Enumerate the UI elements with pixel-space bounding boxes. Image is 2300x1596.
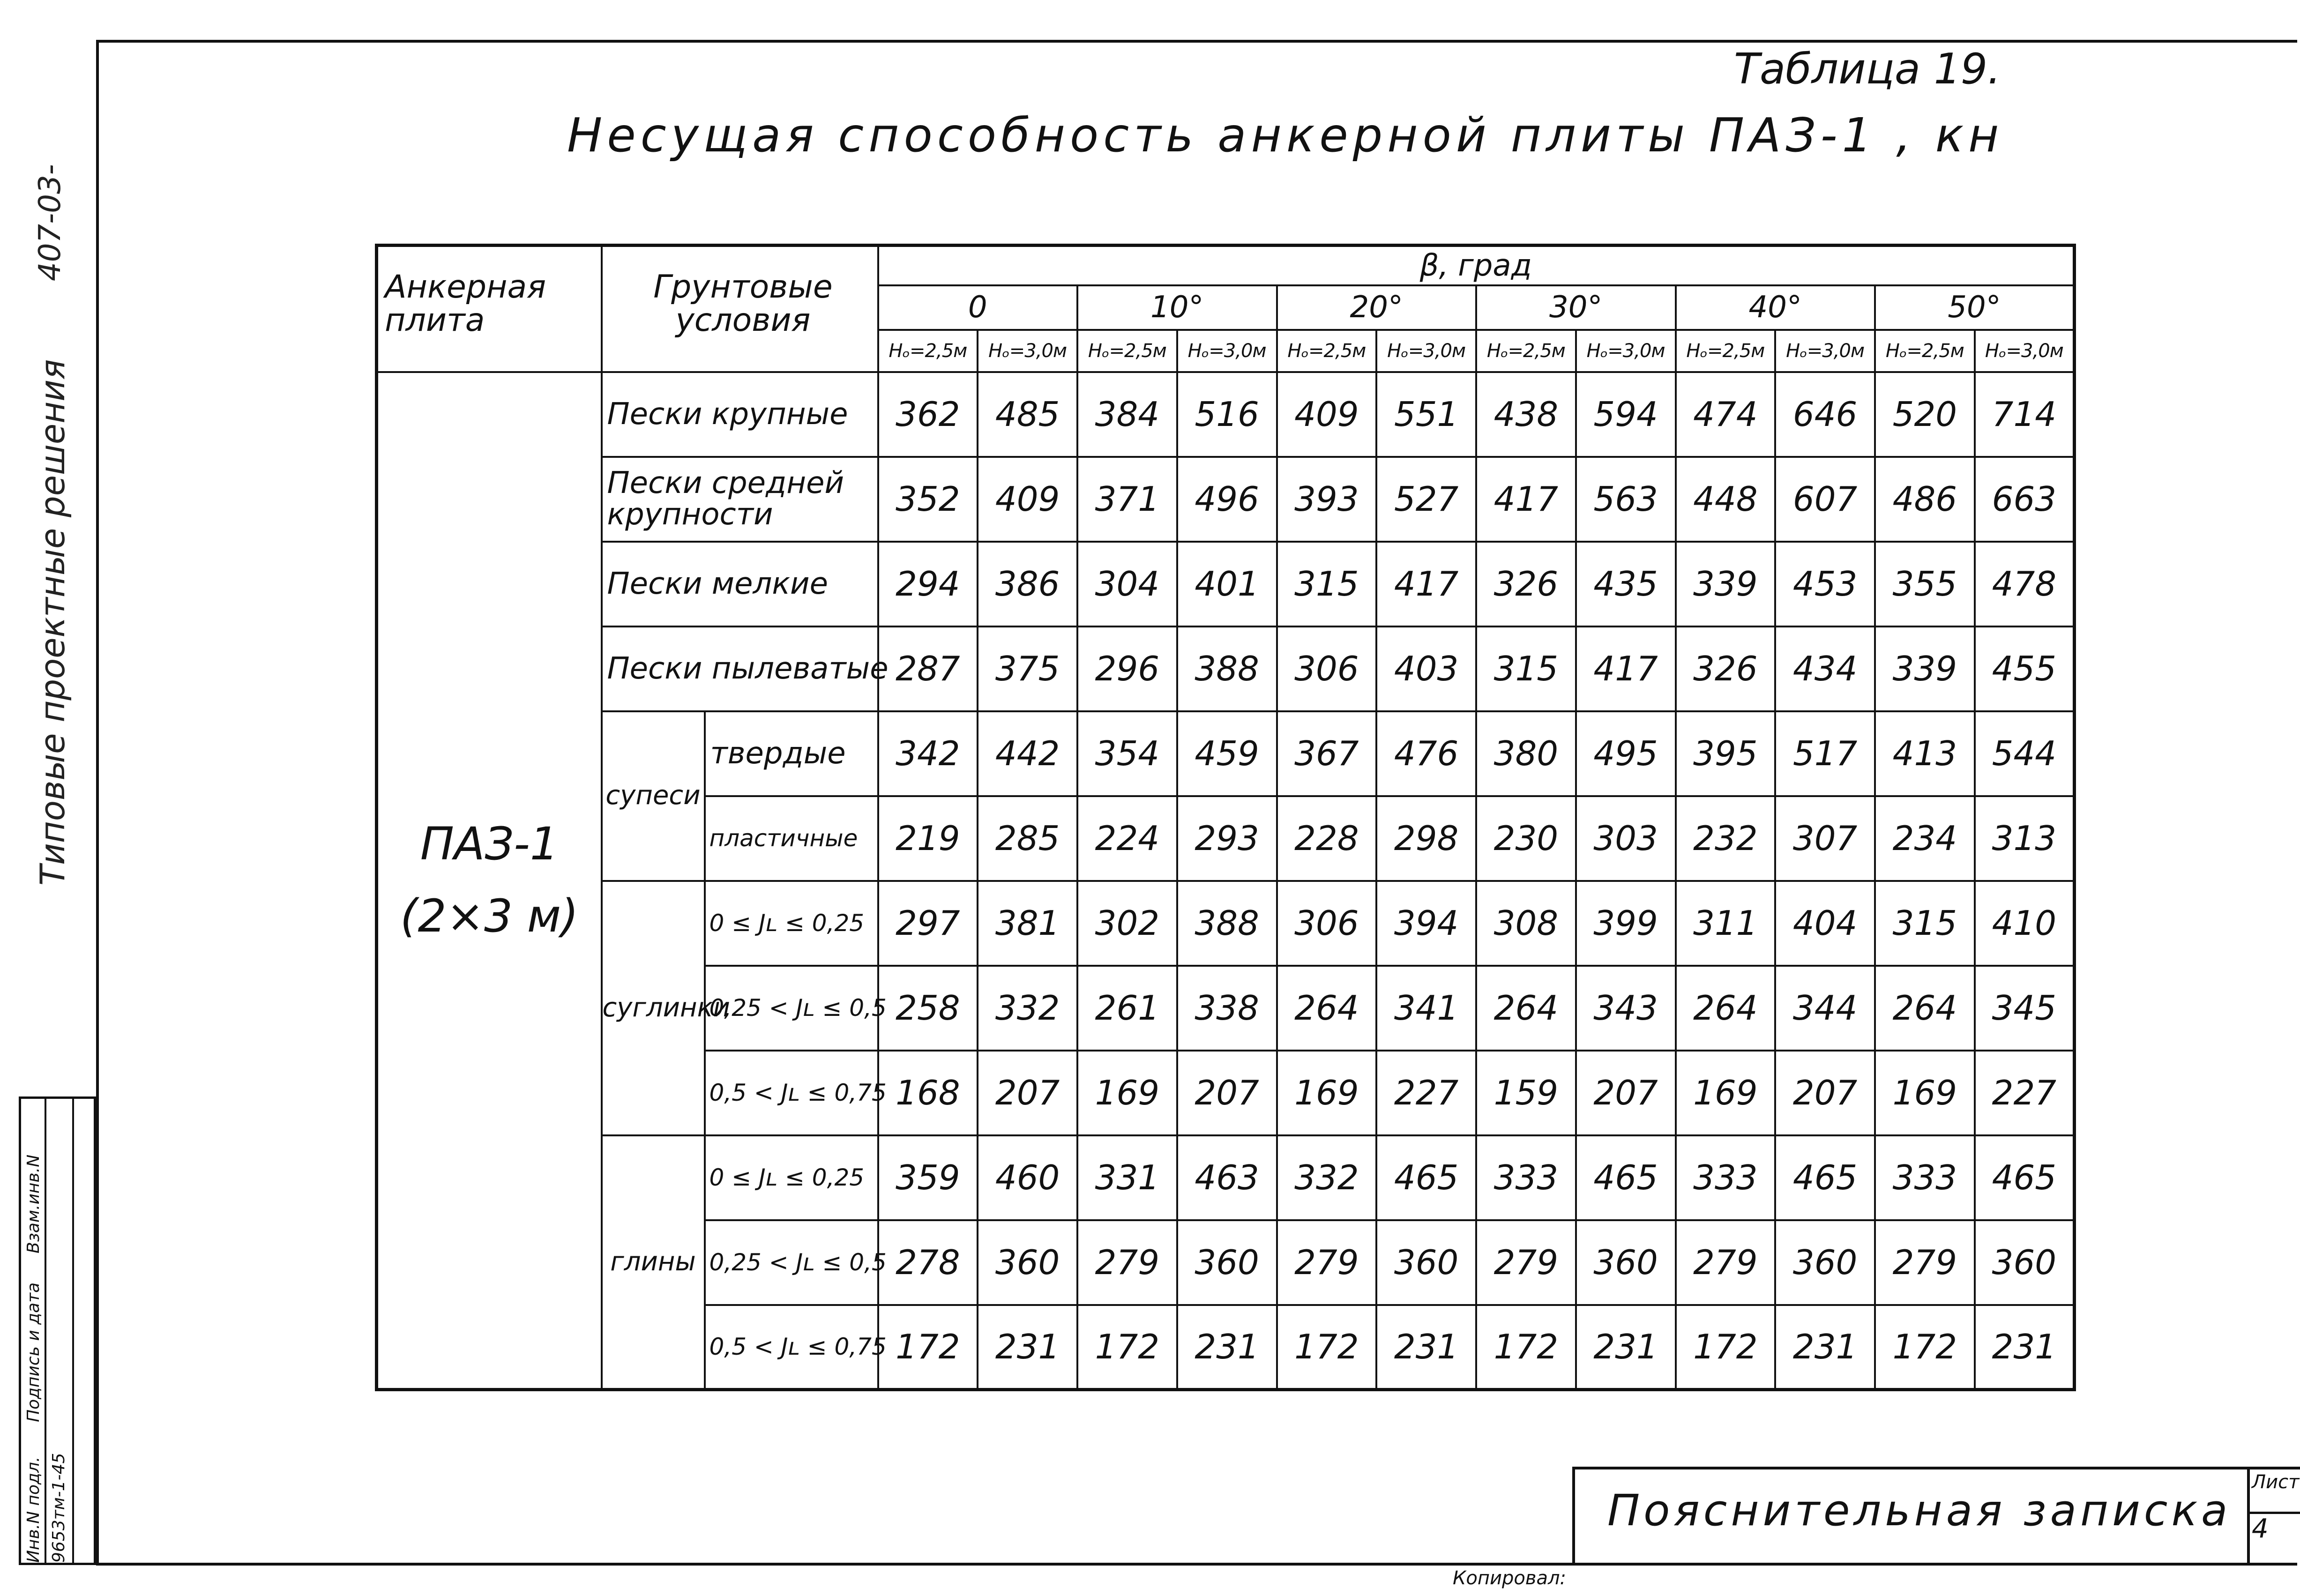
value-cell: 516 <box>1177 372 1277 457</box>
value-cell: 231 <box>1177 1305 1277 1390</box>
header-angle: 0 <box>878 285 1078 330</box>
value-cell: 308 <box>1476 881 1576 966</box>
value-cell: 313 <box>1975 796 2075 881</box>
value-cell: 527 <box>1376 457 1476 542</box>
value-cell: 231 <box>1376 1305 1476 1390</box>
value-cell: 279 <box>1476 1220 1576 1305</box>
value-cell: 333 <box>1875 1135 1975 1220</box>
value-cell: 375 <box>978 626 1077 711</box>
value-cell: 409 <box>978 457 1077 542</box>
value-cell: 311 <box>1676 881 1776 966</box>
row-label: 0,5 < Jʟ ≤ 0,75 <box>705 1051 878 1135</box>
value-cell: 354 <box>1077 711 1177 796</box>
value-cell: 258 <box>878 966 978 1051</box>
sheet-number: 4 <box>2252 1514 2269 1544</box>
header-plate: Анкерная плита <box>377 246 602 372</box>
value-cell: 476 <box>1376 711 1476 796</box>
value-cell: 360 <box>1975 1220 2075 1305</box>
header-depth: Hₒ=2,5м <box>1476 330 1576 372</box>
value-cell: 264 <box>1476 966 1576 1051</box>
row-label: пластичные <box>705 796 878 881</box>
row-label: твердые <box>705 711 878 796</box>
value-cell: 388 <box>1177 626 1277 711</box>
value-cell: 231 <box>1975 1305 2075 1390</box>
value-cell: 207 <box>1775 1051 1875 1135</box>
value-cell: 417 <box>1376 542 1476 626</box>
value-cell: 297 <box>878 881 978 966</box>
value-cell: 234 <box>1875 796 1975 881</box>
value-cell: 261 <box>1077 966 1177 1051</box>
value-cell: 287 <box>878 626 978 711</box>
value-cell: 465 <box>1576 1135 1676 1220</box>
value-cell: 341 <box>1376 966 1476 1051</box>
value-cell: 227 <box>1975 1051 2075 1135</box>
frame-left-line <box>96 40 99 1563</box>
value-cell: 478 <box>1975 542 2075 626</box>
value-cell: 495 <box>1576 711 1676 796</box>
header-depth: Hₒ=3,0м <box>1177 330 1277 372</box>
frame-top-line <box>96 40 2297 43</box>
value-cell: 448 <box>1676 457 1776 542</box>
value-cell: 455 <box>1975 626 2075 711</box>
table-row <box>377 372 2075 457</box>
row-label: 0,25 < Jʟ ≤ 0,5 <box>705 966 878 1051</box>
value-cell: 338 <box>1177 966 1277 1051</box>
stamp-replaced-inv: Взам.инв.N <box>24 1154 43 1253</box>
value-cell: 435 <box>1576 542 1676 626</box>
value-cell: 172 <box>1676 1305 1776 1390</box>
value-cell: 219 <box>878 796 978 881</box>
value-cell: 332 <box>978 966 1077 1051</box>
value-cell: 207 <box>1576 1051 1676 1135</box>
value-cell: 169 <box>1277 1051 1377 1135</box>
value-cell: 442 <box>978 711 1077 796</box>
stamp-inv-original: Инв.N подл. <box>24 1456 43 1563</box>
header-depth: Hₒ=3,0м <box>1975 330 2075 372</box>
value-cell: 646 <box>1775 372 1875 457</box>
value-cell: 302 <box>1077 881 1177 966</box>
value-cell: 381 <box>978 881 1077 966</box>
value-cell: 227 <box>1376 1051 1476 1135</box>
value-cell: 594 <box>1576 372 1676 457</box>
value-cell: 371 <box>1077 457 1177 542</box>
value-cell: 463 <box>1177 1135 1277 1220</box>
plate-size: (2×3 м) <box>400 889 579 942</box>
archive-stamp <box>19 1096 96 1565</box>
value-cell: 207 <box>978 1051 1077 1135</box>
value-cell: 326 <box>1476 542 1576 626</box>
value-cell: 386 <box>978 542 1077 626</box>
header-angle: 20° <box>1277 285 1477 330</box>
value-cell: 285 <box>978 796 1077 881</box>
value-cell: 304 <box>1077 542 1177 626</box>
value-cell: 384 <box>1077 372 1177 457</box>
value-cell: 232 <box>1676 796 1776 881</box>
value-cell: 172 <box>1476 1305 1576 1390</box>
value-cell: 485 <box>978 372 1077 457</box>
value-cell: 359 <box>878 1135 978 1220</box>
value-cell: 360 <box>1775 1220 1875 1305</box>
value-cell: 231 <box>1775 1305 1875 1390</box>
value-cell: 367 <box>1277 711 1377 796</box>
plate-name: ПАЗ-1 <box>420 818 559 871</box>
table-row <box>377 626 2075 711</box>
value-cell: 544 <box>1975 711 2075 796</box>
copied-by: Копировал: <box>1453 1567 1567 1589</box>
value-cell: 551 <box>1376 372 1476 457</box>
value-cell: 399 <box>1576 881 1676 966</box>
page-title: Несущая способность анкерной плиты ПАЗ-1 , кн <box>567 108 2004 163</box>
value-cell: 360 <box>1576 1220 1676 1305</box>
value-cell: 438 <box>1476 372 1576 457</box>
value-cell: 168 <box>878 1051 978 1135</box>
value-cell: 465 <box>1975 1135 2075 1220</box>
value-cell: 207 <box>1177 1051 1277 1135</box>
bearing-capacity-table <box>375 244 2076 1391</box>
value-cell: 279 <box>1077 1220 1177 1305</box>
value-cell: 332 <box>1277 1135 1377 1220</box>
header-depth: Hₒ=2,5м <box>1277 330 1377 372</box>
header-depth: Hₒ=3,0м <box>978 330 1077 372</box>
value-cell: 393 <box>1277 457 1377 542</box>
value-cell: 434 <box>1775 626 1875 711</box>
row-label: 0 ≤ Jʟ ≤ 0,25 <box>705 881 878 966</box>
value-cell: 460 <box>978 1135 1077 1220</box>
row-label: 0,5 < Jʟ ≤ 0,75 <box>705 1305 878 1390</box>
header-angle: 10° <box>1077 285 1277 330</box>
header-depth: Hₒ=3,0м <box>1376 330 1476 372</box>
header-beta: β, град <box>878 246 2075 285</box>
sheet-label: Лист <box>2252 1471 2300 1493</box>
row-label: Пески мелкие <box>602 542 878 626</box>
value-cell: 169 <box>1875 1051 1975 1135</box>
value-cell: 306 <box>1277 626 1377 711</box>
value-cell: 404 <box>1775 881 1875 966</box>
row-label: Пески пылеватые <box>602 626 878 711</box>
header-depth: Hₒ=2,5м <box>1077 330 1177 372</box>
value-cell: 563 <box>1576 457 1676 542</box>
value-cell: 362 <box>878 372 978 457</box>
value-cell: 169 <box>1077 1051 1177 1135</box>
value-cell: 339 <box>1676 542 1776 626</box>
header-depth: Hₒ=2,5м <box>878 330 978 372</box>
stamp-inv-original-value: 9653тм-1-45 <box>49 1453 68 1563</box>
value-cell: 663 <box>1975 457 2075 542</box>
value-cell: 517 <box>1775 711 1875 796</box>
value-cell: 172 <box>1875 1305 1975 1390</box>
value-cell: 388 <box>1177 881 1277 966</box>
header-depth: Hₒ=3,0м <box>1775 330 1875 372</box>
value-cell: 410 <box>1975 881 2075 966</box>
row-label: Пески крупные <box>602 372 878 457</box>
value-cell: 344 <box>1775 966 1875 1051</box>
value-cell: 486 <box>1875 457 1975 542</box>
value-cell: 465 <box>1775 1135 1875 1220</box>
value-cell: 172 <box>878 1305 978 1390</box>
value-cell: 279 <box>1277 1220 1377 1305</box>
value-cell: 326 <box>1676 626 1776 711</box>
table-row <box>377 542 2075 626</box>
table-row <box>377 711 2075 796</box>
table-number: Таблица 19. <box>1734 45 2001 94</box>
group-sandy-loam: супеси <box>602 711 705 881</box>
value-cell: 306 <box>1277 881 1377 966</box>
value-cell: 264 <box>1875 966 1975 1051</box>
value-cell: 360 <box>1376 1220 1476 1305</box>
plate-cell <box>377 372 602 1390</box>
group-loam: суглинки <box>602 881 705 1135</box>
value-cell: 459 <box>1177 711 1277 796</box>
value-cell: 315 <box>1875 881 1975 966</box>
value-cell: 413 <box>1875 711 1975 796</box>
side-code-label: 407-03- <box>33 164 67 281</box>
value-cell: 224 <box>1077 796 1177 881</box>
stamp-signature-date: Подпись и дата <box>24 1282 43 1422</box>
value-cell: 303 <box>1576 796 1676 881</box>
value-cell: 228 <box>1277 796 1377 881</box>
value-cell: 342 <box>878 711 978 796</box>
value-cell: 401 <box>1177 542 1277 626</box>
value-cell: 394 <box>1376 881 1476 966</box>
value-cell: 172 <box>1077 1305 1177 1390</box>
table-row <box>377 457 2075 542</box>
header-angle: 40° <box>1676 285 1875 330</box>
value-cell: 279 <box>1676 1220 1776 1305</box>
header-depth: Hₒ=3,0м <box>1576 330 1676 372</box>
value-cell: 380 <box>1476 711 1576 796</box>
value-cell: 355 <box>1875 542 1975 626</box>
value-cell: 231 <box>978 1305 1077 1390</box>
value-cell: 278 <box>878 1220 978 1305</box>
row-label: 0 ≤ Jʟ ≤ 0,25 <box>705 1135 878 1220</box>
row-label: 0,25 < Jʟ ≤ 0,5 <box>705 1220 878 1305</box>
value-cell: 169 <box>1676 1051 1776 1135</box>
value-cell: 264 <box>1277 966 1377 1051</box>
header-angle: 30° <box>1476 285 1676 330</box>
header-conditions: Грунтовые условия <box>602 246 878 372</box>
value-cell: 294 <box>878 542 978 626</box>
value-cell: 331 <box>1077 1135 1177 1220</box>
value-cell: 520 <box>1875 372 1975 457</box>
value-cell: 279 <box>1875 1220 1975 1305</box>
value-cell: 315 <box>1476 626 1576 711</box>
value-cell: 230 <box>1476 796 1576 881</box>
value-cell: 395 <box>1676 711 1776 796</box>
table-row <box>377 1135 2075 1220</box>
value-cell: 417 <box>1576 626 1676 711</box>
value-cell: 231 <box>1576 1305 1676 1390</box>
value-cell: 417 <box>1476 457 1576 542</box>
value-cell: 403 <box>1376 626 1476 711</box>
value-cell: 343 <box>1576 966 1676 1051</box>
value-cell: 333 <box>1676 1135 1776 1220</box>
value-cell: 453 <box>1775 542 1875 626</box>
value-cell: 714 <box>1975 372 2075 457</box>
value-cell: 607 <box>1775 457 1875 542</box>
value-cell: 296 <box>1077 626 1177 711</box>
value-cell: 360 <box>978 1220 1077 1305</box>
header-angle: 50° <box>1875 285 2075 330</box>
value-cell: 159 <box>1476 1051 1576 1135</box>
value-cell: 409 <box>1277 372 1377 457</box>
value-cell: 293 <box>1177 796 1277 881</box>
footer-title: Пояснительная записка <box>1607 1485 2232 1536</box>
value-cell: 465 <box>1376 1135 1476 1220</box>
table-row <box>377 881 2075 966</box>
value-cell: 315 <box>1277 542 1377 626</box>
value-cell: 298 <box>1376 796 1476 881</box>
value-cell: 333 <box>1476 1135 1576 1220</box>
value-cell: 345 <box>1975 966 2075 1051</box>
header-depth: Hₒ=2,5м <box>1676 330 1776 372</box>
value-cell: 352 <box>878 457 978 542</box>
group-clay: глины <box>602 1135 705 1390</box>
value-cell: 496 <box>1177 457 1277 542</box>
value-cell: 474 <box>1676 372 1776 457</box>
value-cell: 264 <box>1676 966 1776 1051</box>
value-cell: 172 <box>1277 1305 1377 1390</box>
value-cell: 307 <box>1775 796 1875 881</box>
value-cell: 339 <box>1875 626 1975 711</box>
header-depth: Hₒ=2,5м <box>1875 330 1975 372</box>
side-series-label: Типовые проектные решения <box>33 359 72 886</box>
row-label: Пески средней крупности <box>602 457 878 542</box>
value-cell: 360 <box>1177 1220 1277 1305</box>
